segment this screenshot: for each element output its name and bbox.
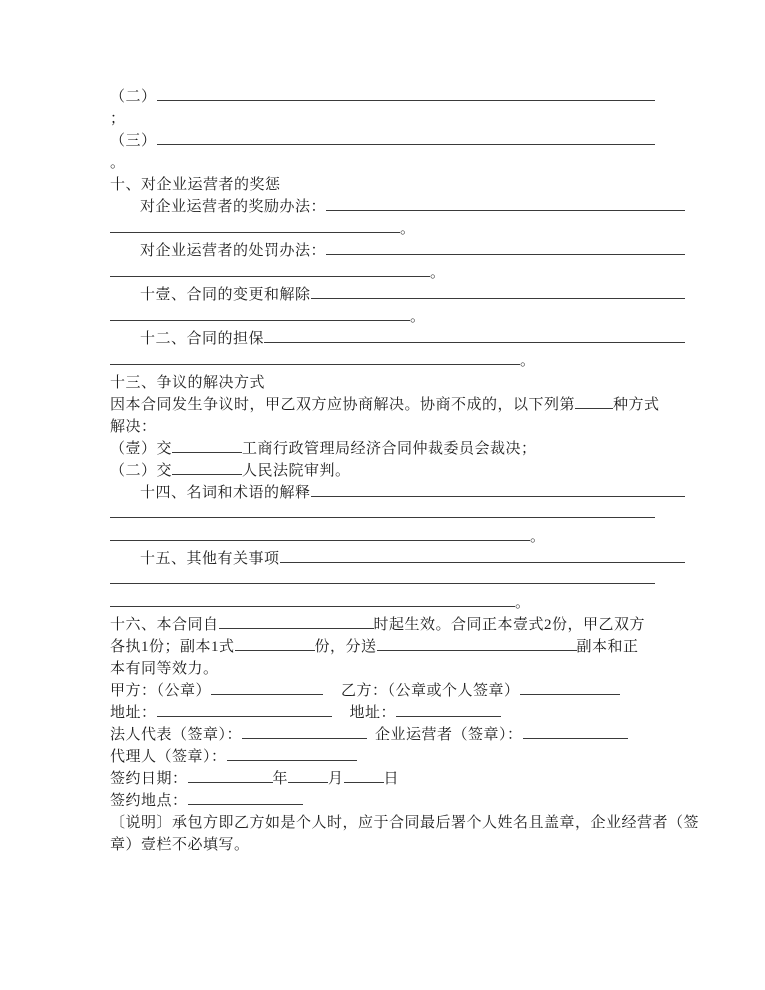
blank-field[interactable] (377, 637, 577, 651)
document-line (110, 174, 655, 196)
blank-field[interactable] (110, 593, 515, 607)
document-line (110, 504, 655, 526)
blank-field[interactable] (157, 87, 655, 101)
blank-field[interactable] (264, 329, 685, 343)
blank-field[interactable] (523, 725, 628, 739)
document-line (110, 372, 655, 394)
text-segment: （二）交 (110, 463, 173, 479)
document-line (110, 460, 655, 482)
blank-field[interactable] (110, 570, 655, 584)
text-segment: （二） (110, 89, 157, 105)
text-segment: 份，分送 (314, 639, 377, 655)
text-segment: 乙方：（公章或个人签章） (341, 683, 520, 699)
document-line (110, 636, 655, 658)
text-segment: 十四、名词和术语的解释 (140, 485, 311, 501)
text-segment: 十壹、合同的变更和解除 (140, 287, 311, 303)
text-segment: 因本合同发生争议时，甲乙双方应协商解决。协商不成的，以下列第 (110, 397, 576, 413)
text-segment: 各执1份；副本1式 (110, 639, 235, 655)
document-line (110, 768, 655, 790)
text-segment: 年 (272, 771, 289, 787)
document-line (110, 724, 655, 746)
text-segment: 企业运营者（签章）： (375, 727, 523, 743)
text-segment: 工商行政管理局经济合同仲裁委员会裁决； (242, 441, 537, 457)
text-segment: 章）壹栏不必填写。 (110, 837, 250, 853)
text-segment: 签约日期： (110, 771, 188, 787)
document-line (110, 240, 685, 262)
blank-field[interactable] (157, 131, 655, 145)
text-segment: 对企业运营者的奖励办法： (140, 199, 327, 215)
blank-field[interactable] (344, 769, 384, 783)
text-segment: ； (110, 111, 126, 127)
blank-field[interactable] (280, 549, 685, 563)
text-segment: 十五、其他有关事项 (140, 551, 280, 567)
text-segment: 。 (520, 353, 536, 369)
text-segment: 地址： (110, 705, 157, 721)
blank-field[interactable] (235, 637, 315, 651)
blank-field[interactable] (242, 725, 367, 739)
text-segment: 。 (530, 529, 546, 545)
blank-field[interactable] (288, 769, 328, 783)
text-segment: 本有同等效力。 (110, 661, 219, 677)
text-segment: 时起生效。合同正本壹式2份，甲乙双方 (373, 617, 646, 633)
text-segment: 。 (110, 155, 126, 171)
text-segment: 十二、合同的担保 (140, 331, 265, 347)
text-segment: 地址： (349, 705, 397, 721)
document-line (110, 438, 655, 460)
text-segment: 种方式 (613, 397, 660, 413)
document-line (110, 328, 685, 350)
blank-field[interactable] (188, 791, 303, 805)
text-segment: 解决： (110, 419, 157, 435)
text-segment: 十三、争议的解决方式 (110, 375, 266, 391)
blank-field[interactable] (157, 703, 332, 717)
document-line (110, 834, 655, 856)
document-line (110, 152, 655, 174)
text-segment: 。 (515, 595, 531, 611)
document-body (110, 86, 700, 856)
document-line (110, 702, 655, 724)
document-line (110, 416, 655, 438)
document-line (110, 526, 655, 548)
document-line (110, 812, 700, 834)
text-segment: （壹）交 (110, 441, 173, 457)
text-segment: 。 (400, 221, 416, 237)
document-line (110, 658, 655, 680)
document-line (110, 680, 655, 702)
document-line (110, 592, 655, 614)
document-line (110, 350, 655, 372)
document-line (110, 394, 660, 416)
spacer (332, 716, 350, 717)
text-segment: 月 (328, 771, 344, 787)
document-line (110, 790, 655, 812)
document-line (110, 284, 685, 306)
document-line (110, 218, 655, 240)
text-segment: 副本和正 (576, 639, 639, 655)
text-segment: 人民法院审判。 (242, 463, 351, 479)
text-segment: 甲方：（公章） (110, 683, 212, 699)
blank-field[interactable] (227, 747, 357, 761)
blank-field[interactable] (110, 219, 400, 233)
text-segment: 〔说明〕承包方即乙方如是个人时，应于合同最后署个人姓名且盖章，企业经营者（签 (110, 815, 700, 831)
blank-field[interactable] (520, 681, 620, 695)
blank-field[interactable] (110, 263, 430, 277)
text-segment: （三） (110, 133, 157, 149)
document-line (110, 746, 655, 768)
blank-field[interactable] (396, 703, 501, 717)
document-line (110, 196, 685, 218)
blank-field[interactable] (211, 681, 323, 695)
document-line (110, 306, 655, 328)
spacer (323, 694, 341, 695)
blank-field[interactable] (110, 504, 655, 518)
blank-field[interactable] (311, 483, 685, 497)
text-segment: 代理人（签章）： (110, 749, 227, 765)
text-segment: 对企业运营者的处罚办法： (140, 243, 327, 259)
document-line (110, 130, 655, 152)
document-line (110, 482, 685, 504)
text-segment: 。 (410, 309, 426, 325)
blank-field[interactable] (188, 769, 273, 783)
document-line (110, 262, 655, 284)
document-line (110, 614, 655, 636)
text-segment: 日 (383, 771, 400, 787)
text-segment: 法人代表（签章）： (110, 727, 243, 743)
blank-field[interactable] (219, 615, 374, 629)
document-line (110, 570, 655, 592)
document-line (110, 548, 685, 570)
blank-field[interactable] (326, 241, 685, 255)
text-segment: 。 (430, 265, 446, 281)
blank-field[interactable] (575, 395, 613, 409)
blank-field[interactable] (172, 439, 242, 453)
blank-field[interactable] (172, 461, 242, 475)
text-segment: 十、对企业运营者的奖惩 (110, 177, 281, 193)
blank-field[interactable] (110, 351, 520, 365)
document-line (110, 108, 655, 130)
blank-field[interactable] (326, 197, 685, 211)
blank-field[interactable] (110, 527, 530, 541)
blank-field[interactable] (311, 285, 685, 299)
blank-field[interactable] (110, 307, 410, 321)
text-segment: 签约地点： (110, 793, 188, 809)
document-line (110, 86, 655, 108)
text-segment: 十六、本合同自 (110, 617, 219, 633)
spacer (367, 738, 375, 739)
